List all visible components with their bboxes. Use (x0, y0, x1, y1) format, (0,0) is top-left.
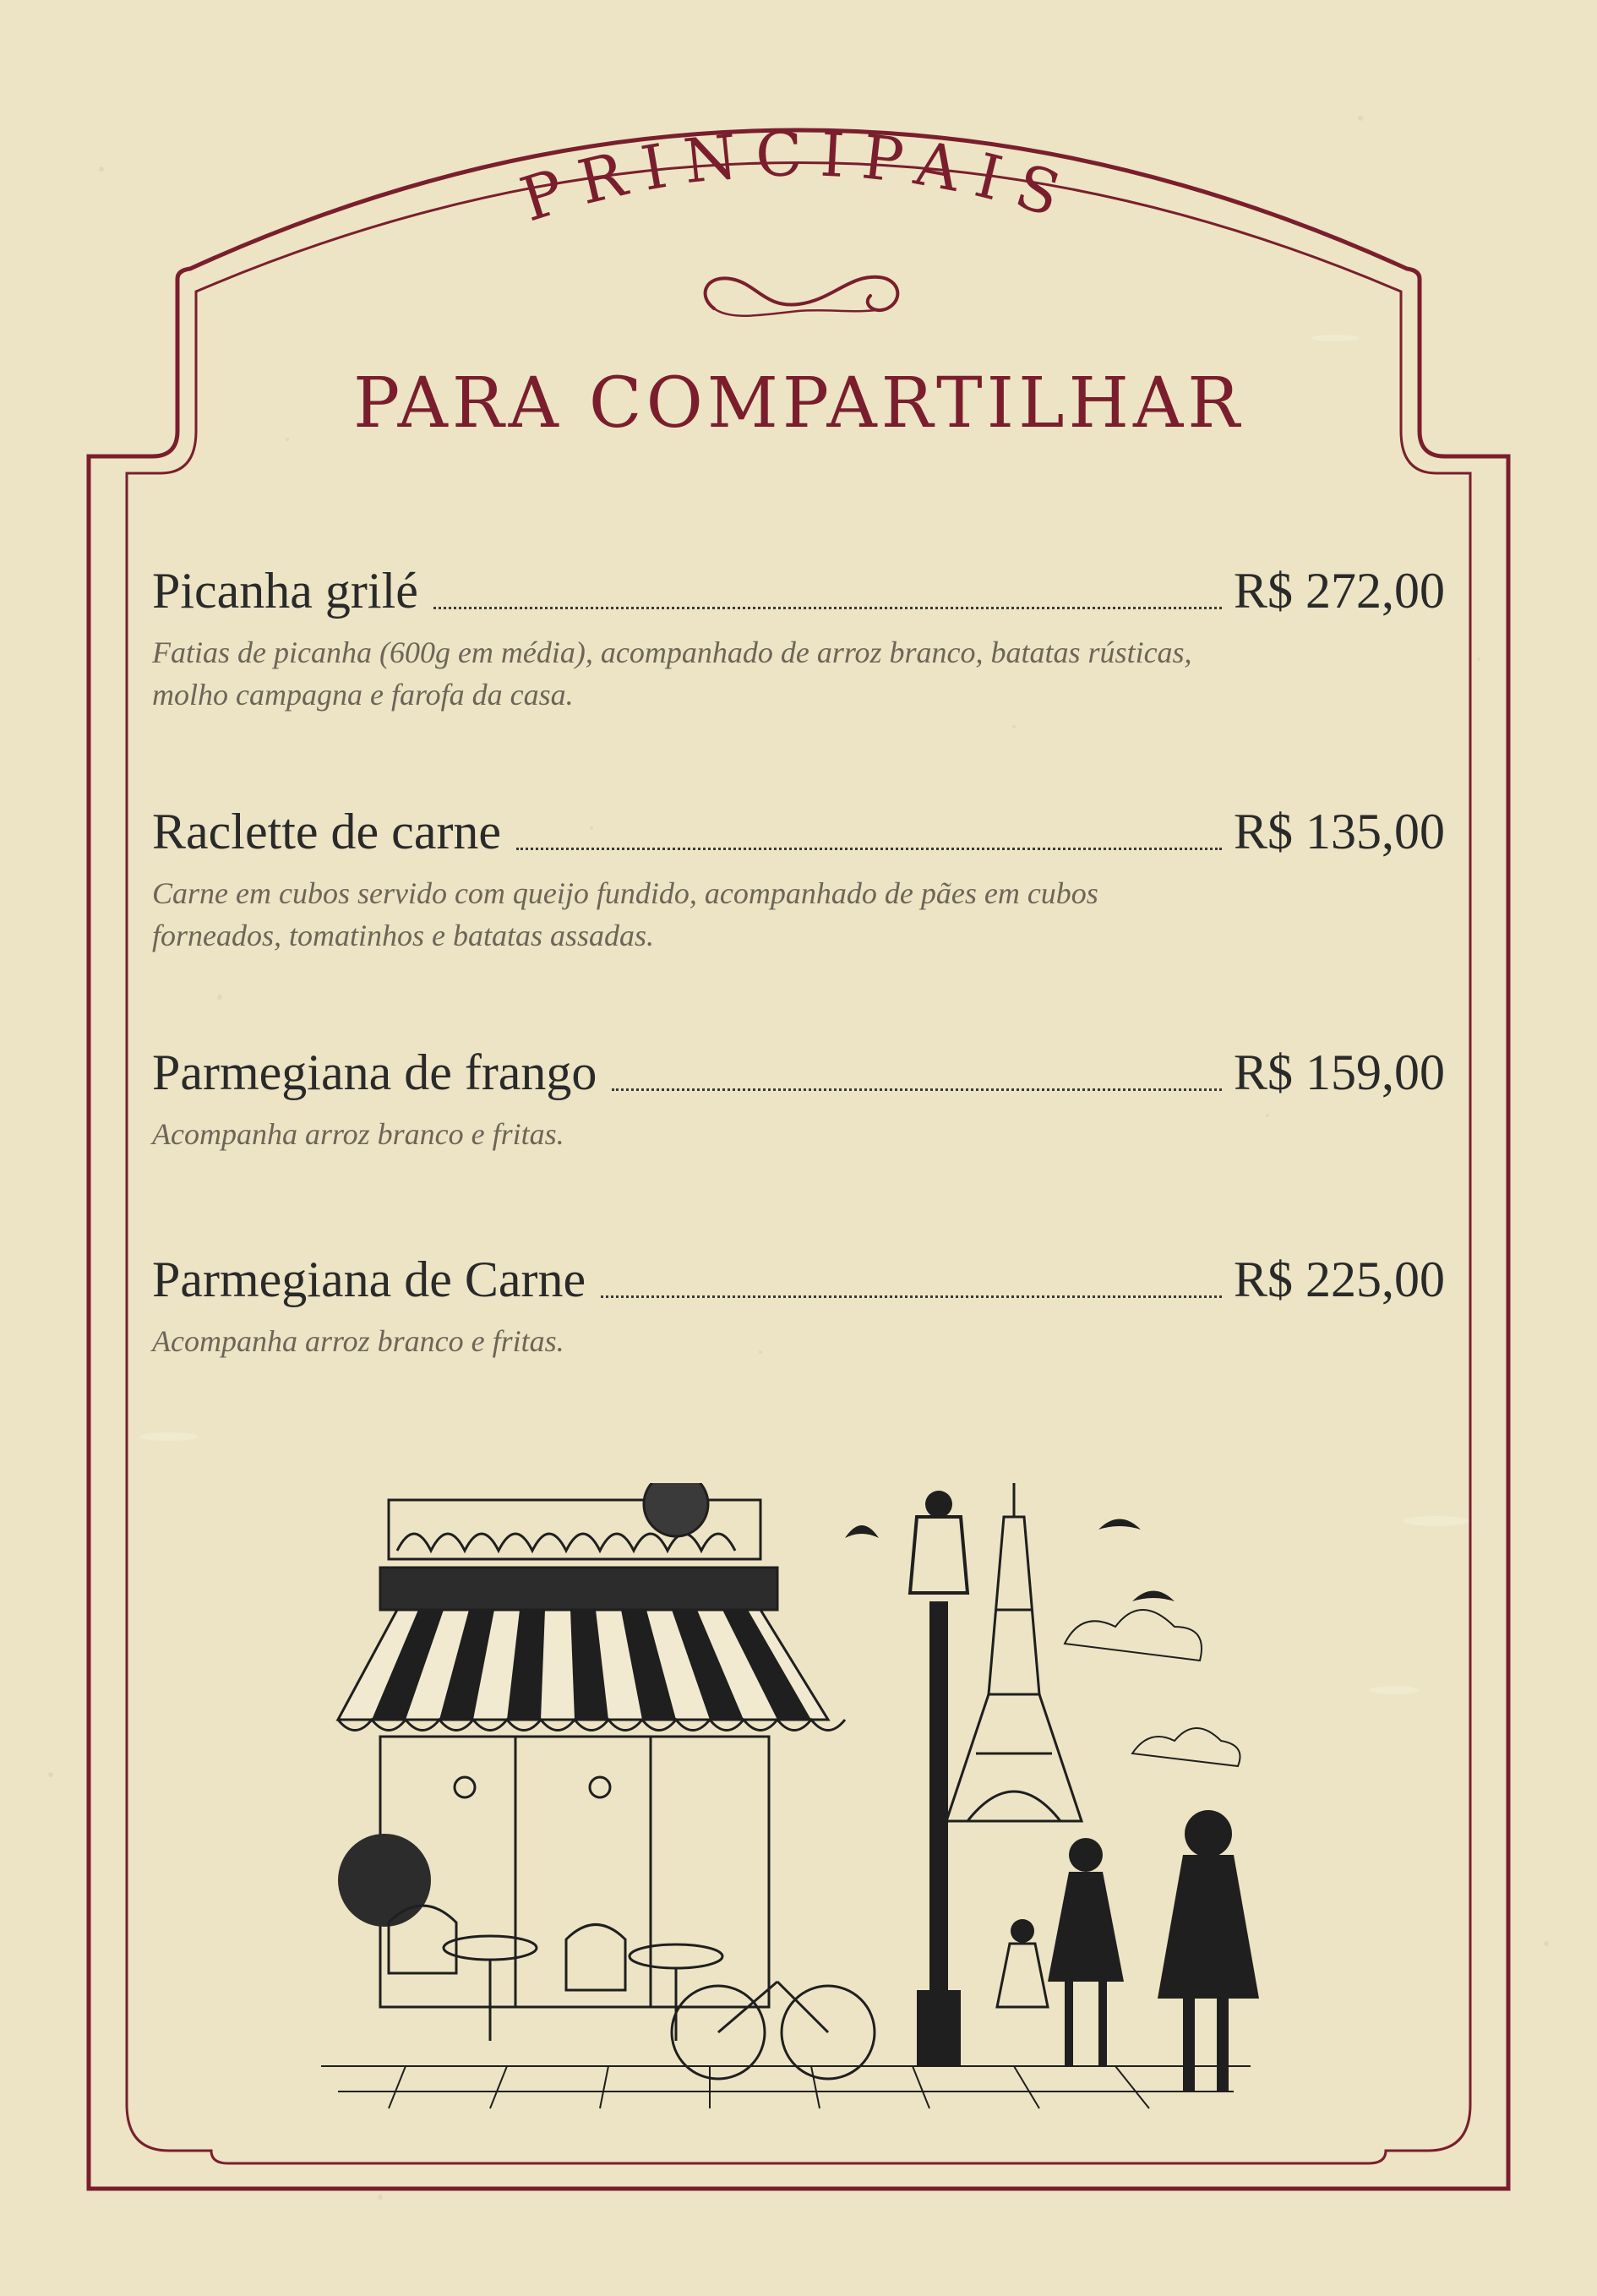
item-name: Picanha grilé (152, 563, 418, 619)
description-line: molho campagna e farofa da casa. (152, 678, 574, 712)
item-name: Raclette de carne (152, 804, 502, 859)
page-title: PRINCIPAIS (512, 118, 1085, 236)
hanging-lamp (455, 1777, 475, 1797)
item-price: R$ 159,00 (1233, 1044, 1445, 1100)
item-description (152, 1113, 1352, 1155)
dot-leader (612, 1088, 1222, 1091)
menu-item (152, 786, 1445, 957)
pedestrians (997, 1810, 1259, 2091)
description-line: forneados, tomatinhos e batatas assadas. (152, 919, 655, 952)
hanging-lamp (590, 1777, 610, 1797)
item-name: Parmegiana de frango (152, 1044, 597, 1100)
description-line: Acompanha arroz branco e fritas. (152, 1324, 564, 1358)
item-description (152, 1320, 1352, 1362)
flourish-ornament (689, 262, 908, 338)
clouds (1065, 1610, 1240, 1766)
item-description (152, 631, 1352, 716)
cobblestone-street (321, 2066, 1251, 2108)
menu-item-row (152, 545, 1445, 619)
menu-item (152, 545, 1445, 716)
item-name: Parmegiana de Carne (152, 1252, 586, 1307)
hedge-bush (338, 1834, 431, 1927)
description-line: Acompanha arroz branco e fritas. (152, 1117, 564, 1151)
item-price: R$ 225,00 (1233, 1252, 1445, 1307)
eiffel-tower (946, 1483, 1082, 1821)
menu-item-row (152, 786, 1445, 857)
description-line: Carne em cubos servido com queijo fundido, acompanhado de pães em cubos (152, 876, 1098, 910)
item-price: R$ 135,00 (1233, 804, 1445, 859)
birds (845, 1519, 1175, 1602)
menu-item-row (152, 1027, 1445, 1098)
menu-item (152, 1027, 1445, 1155)
striped-awning (338, 1610, 845, 1731)
cafe-table (630, 1944, 722, 1968)
dot-leader (516, 848, 1222, 850)
item-price: R$ 272,00 (1233, 563, 1445, 619)
storefront-cornice (380, 1568, 777, 1610)
dot-leader (601, 1295, 1222, 1298)
shop-window (380, 1737, 769, 2007)
paris-cafe-illustration (321, 1483, 1301, 2117)
description-line: Fatias de picanha (600g em média), acompanhado de arroz branco, batatas rústicas, (152, 635, 1192, 669)
menu-item (152, 1234, 1445, 1362)
section-subtitle: PARA COMPARTILHAR (353, 363, 1244, 444)
cafe-chair (566, 1925, 625, 1991)
dot-leader (433, 607, 1222, 609)
street-lamp (910, 1491, 967, 2066)
title-arc (0, 0, 1597, 279)
rooftop-plant (644, 1483, 708, 1536)
menu-item-row (152, 1234, 1445, 1305)
item-description (152, 872, 1352, 957)
